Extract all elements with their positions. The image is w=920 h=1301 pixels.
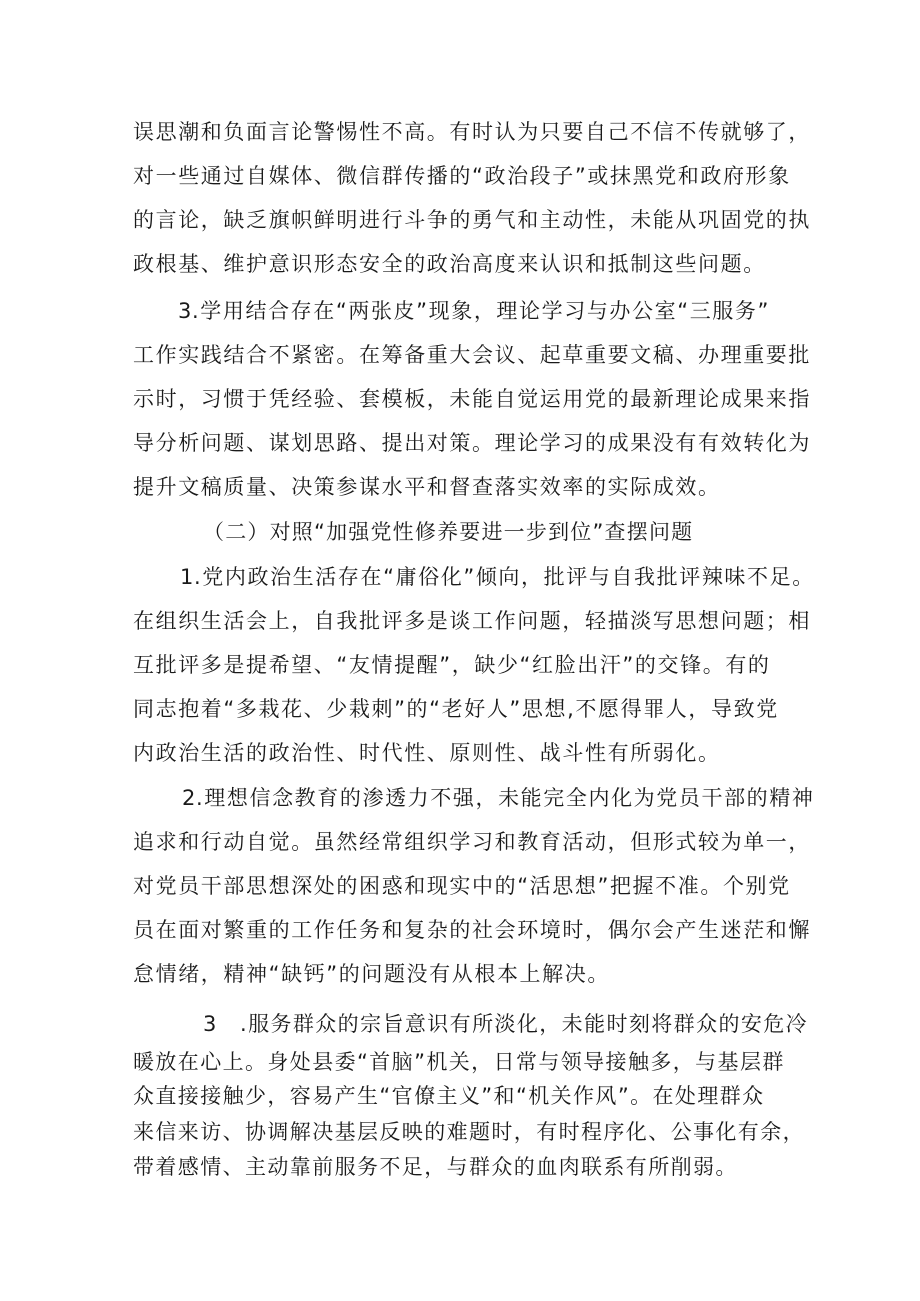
paragraph-2-line-4: 导分析问题、谋划思路、提出对策。理论学习的成果没有有效转化为 [133,431,811,455]
paragraph-3-number: 1 [180,565,194,589]
paragraph-3-line-2: 在组织生活会上，自我批评多是谈工作问题，轻描淡写思想问题；相 [133,609,811,633]
paragraph-1-line-2: 对一些通过自媒体、微信群传播的“政治段子”或抹黑党和政府形象 [133,164,791,188]
paragraph-2-line-3: 示时，习惯于凭经验、套模板，未能自觉运用党的最新理论成果来指 [133,387,811,411]
paragraph-5-line-5: 带着感情、主动靠前服务不足，与群众的血肉联系有所削弱。 [133,1155,738,1179]
paragraph-2-number: 3 [178,299,192,323]
paragraph-3-line-1: .党内政治生活存在“庸俗化”倾向，批评与自我批评辣味不足。 [194,565,815,589]
paragraph-1-line-1: 误思潮和负面言论警惕性不高。有时认为只要自己不信不传就够了， [133,120,811,144]
paragraph-5-line-1: .服务群众的宗旨意识有所淡化，未能时刻将群众的安危冷 [240,1012,809,1036]
paragraph-5-line-3: 众直接接触少，容易产生“官僚主义”和“机关作风”。在处理群众 [133,1084,765,1108]
paragraph-4-number: 2 [182,786,196,810]
paragraph-5-number: 3 [203,1012,217,1036]
paragraph-4-line-1: .理想信念教育的渗透力不强，未能完全内化为党员干部的精神 [196,786,815,810]
paragraph-3-line-3: 互批评多是提希望、“友情提醒”，缺少“红脸出汗”的交锋。有的 [133,653,771,677]
paragraph-4-line-2: 追求和行动自觉。虽然经常组织学习和教育活动，但形式较为单一， [133,830,811,854]
paragraph-1-line-4: 政根基、维护意识形态安全的政治高度来认识和抵制这些问题。 [133,252,766,276]
paragraph-4-line-4: 员在面对繁重的工作任务和复杂的社会环境时，偶尔会产生迷茫和懈 [133,918,811,942]
paragraph-3-line-4: 同志抱着“多栽花、少栽刺”的“老好人”思想,不愿得罪人，导致党 [133,697,779,721]
paragraph-4-line-5: 怠情绪，精神“缺钙”的问题没有从根本上解决。 [133,962,610,986]
paragraph-3-line-5: 内政治生活的政治性、时代性、原则性、战斗性有所弱化。 [133,741,721,765]
paragraph-5-line-2: 暖放在心上。身处县委“首脑”机关，日常与领导接触多，与基层群 [133,1050,785,1074]
paragraph-5-line-4: 来信来访、协调解决基层反映的难题时，有时程序化、公事化有余， [133,1120,805,1144]
paragraph-1-line-3: 的言论，缺乏旗帜鲜明进行斗争的勇气和主动性，未能从巩固党的执 [133,208,811,232]
paragraph-2-line-1: .学用结合存在“两张皮”现象，理论学习与办公室“三服务” [192,299,770,323]
paragraph-4-line-3: 对党员干部思想深处的困惑和现实中的“活思想”把握不准。个别党 [133,874,791,898]
paragraph-2-line-2: 工作实践结合不紧密。在筹备重大会议、起草重要文稿、办理重要批 [133,343,811,367]
section-heading: （二）对照“加强党性修养要进一步到位”查摆问题 [203,520,694,544]
paragraph-2-line-5: 提升文稿质量、决策参谋水平和督查落实效率的实际成效。 [133,475,721,499]
